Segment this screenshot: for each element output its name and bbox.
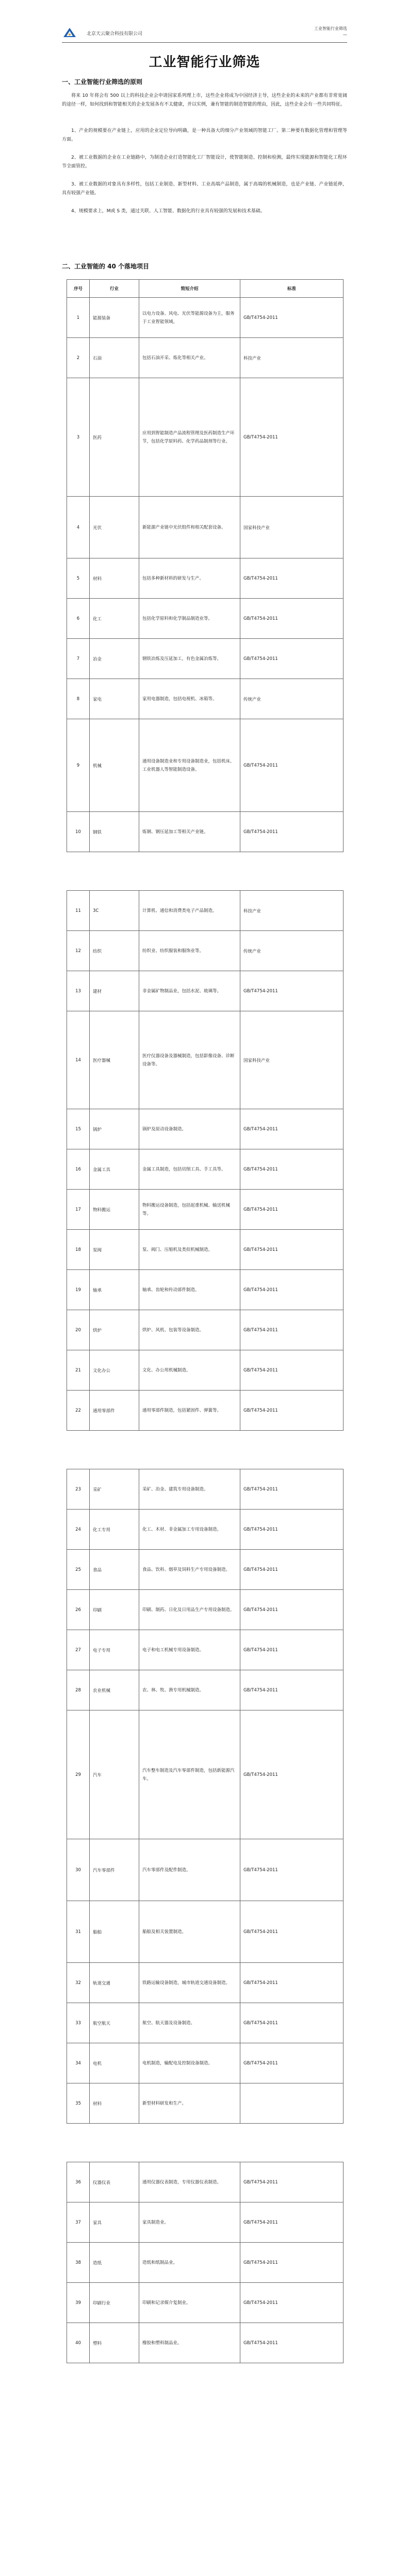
row-standard: GB/T4754-2011 [240, 1670, 343, 1710]
row-industry: 物料搬运 [90, 1190, 139, 1230]
row-description: 橡胶和塑料制品业。 [139, 2323, 240, 2363]
table-row [67, 1310, 343, 1350]
row-number: 19 [67, 1270, 90, 1310]
row-number: 32 [67, 1963, 90, 2003]
row-number: 6 [67, 599, 90, 639]
table-row [67, 1011, 343, 1109]
row-description: 印刷和记录媒介复制业。 [139, 2283, 240, 2323]
row-standard: GB/T4754-2011 [240, 298, 343, 338]
page-break-gap [67, 852, 343, 891]
row-number: 16 [67, 1149, 90, 1190]
row-number: 24 [67, 1510, 90, 1550]
company-logo-icon [62, 27, 77, 39]
row-description: 铁路运输设备制造，城市轨道交通设备制造。 [139, 1963, 240, 2003]
row-industry: 纺织 [90, 931, 139, 971]
table-row [67, 1190, 343, 1230]
row-description: 应用到智能制造产品流程管理及医药制造生产环节，包括化学原料药、化学药品制剂等行业。 [139, 378, 240, 497]
row-description: 航空、航天器及设备制造。 [139, 2003, 240, 2043]
section-heading-2: 二、工业智能的 40 个落地项目 [62, 263, 150, 270]
row-standard: GB/T4754-2011 [240, 812, 343, 852]
page-title: 工业智能行业筛选 [149, 55, 260, 70]
row-standard: GB/T4754-2011 [240, 2283, 343, 2323]
table-row [67, 378, 343, 497]
row-standard: GB/T4754-2011 [240, 1469, 343, 1510]
row-standard: GB/T4754-2011 [240, 2043, 343, 2083]
row-industry: 家电 [90, 679, 139, 719]
row-description: 采矿、冶金、建筑专用设备制造。 [139, 1469, 240, 1510]
row-standard: GB/T4754-2011 [240, 1391, 343, 1431]
table-row [67, 1670, 343, 1710]
row-description: 汽车零部件及配件制造。 [139, 1839, 240, 1901]
row-description: 文化、办公用机械制造。 [139, 1350, 240, 1391]
row-standard: GB/T4754-2011 [240, 1149, 343, 1190]
row-industry: 烘炉 [90, 1310, 139, 1350]
row-number: 11 [67, 891, 90, 931]
row-number: 22 [67, 1391, 90, 1431]
header-doc-title [314, 26, 347, 38]
table-row [67, 1901, 343, 1963]
row-standard: GB/T4754-2011 [240, 1310, 343, 1350]
table-row [67, 1710, 343, 1839]
section-heading-1: 一、工业智能行业筛选的原则 [62, 78, 143, 86]
row-number: 3 [67, 378, 90, 497]
row-standard: GB/T4754-2011 [240, 1710, 343, 1839]
table-row [67, 2043, 343, 2083]
row-number: 36 [67, 2162, 90, 2202]
row-standard [240, 2083, 343, 2124]
row-number: 8 [67, 679, 90, 719]
row-standard: GB/T4754-2011 [240, 1901, 343, 1963]
row-standard: GB/T4754-2011 [240, 1350, 343, 1391]
row-number: 39 [67, 2283, 90, 2323]
row-standard: GB/T4754-2011 [240, 1839, 343, 1901]
row-description: 锅炉及原动设备制造。 [139, 1109, 240, 1149]
table-body [67, 298, 343, 2363]
row-number: 10 [67, 812, 90, 852]
row-standard: GB/T4754-2011 [240, 971, 343, 1011]
row-standard: GB/T4754-2011 [240, 1963, 343, 2003]
row-number: 2 [67, 338, 90, 378]
row-description: 家具制造业。 [139, 2202, 240, 2243]
industry-table [67, 279, 343, 2363]
table-row [67, 719, 343, 812]
row-industry: 塑料 [90, 2323, 139, 2363]
row-number: 4 [67, 497, 90, 558]
row-description: 通用仪器仪表制造，专用仪器仪表制造。 [139, 2162, 240, 2202]
row-description: 新型材料研发和生产。 [139, 2083, 240, 2124]
row-number: 14 [67, 1011, 90, 1109]
row-number: 26 [67, 1590, 90, 1630]
row-standard: GB/T4754-2011 [240, 639, 343, 679]
row-standard: GB/T4754-2011 [240, 2003, 343, 2043]
row-description: 农、林、牧、渔专用机械制造。 [139, 1670, 240, 1710]
row-number: 1 [67, 298, 90, 338]
row-number: 28 [67, 1670, 90, 1710]
row-number: 34 [67, 2043, 90, 2083]
table-row [67, 891, 343, 931]
row-standard: GB/T4754-2011 [240, 1590, 343, 1630]
page-break [67, 2124, 343, 2162]
paragraph-point-1: 1、产业的规模要在产业链上，应用的企业定位导向明确，是一种具备大的细分产业领域的智能工厂。第二种要有数据化管理和管理等方面。 [62, 128, 347, 142]
row-number: 15 [67, 1109, 90, 1149]
table-row [67, 2283, 343, 2323]
row-description: 金属工具制造，包括切削工具、手工具等。 [139, 1149, 240, 1190]
row-description: 食品、饮料、烟草及饲料生产专用设备制造。 [139, 1550, 240, 1590]
row-industry: 光伏 [90, 497, 139, 558]
paragraph-intro: 将来 10 年将会有 500 以上的科技企业会申请国家系列理上市，这些企业将成为中国经济主导，这些企业的未来的产业都有非常宽阔的途径一样，如何找到和智能相关的企业发展各有不太健康，并以实例，兼有智能的制造智能的理由，因此，这些企业会有一些共同特征。 [62, 93, 347, 107]
row-industry: 农业机械 [90, 1670, 139, 1710]
table-row [67, 931, 343, 971]
table-row [67, 2083, 343, 2124]
row-industry: 轴承 [90, 1270, 139, 1310]
row-standard: GB/T4754-2011 [240, 1630, 343, 1670]
row-description: 以电力设备、风电、光伏等能源设备为主，服务于工业智能领域。 [139, 298, 240, 338]
table-row [67, 1350, 343, 1391]
row-industry: 食品 [90, 1550, 139, 1590]
table-row [67, 2243, 343, 2283]
row-number: 18 [67, 1230, 90, 1270]
header-title-text: 工业智能行业筛选 [314, 26, 347, 31]
company-name: 北京天云聚合科技有限公司 [87, 31, 143, 37]
row-industry: 医药 [90, 378, 139, 497]
table-row [67, 338, 343, 378]
row-standard: GB/T4754-2011 [240, 1190, 343, 1230]
row-standard: 科技产业 [240, 338, 343, 378]
header-description: 简短介绍 [139, 280, 240, 298]
table-row [67, 639, 343, 679]
row-industry: 锅炉 [90, 1109, 139, 1149]
table-row [67, 2202, 343, 2243]
row-industry: 造纸 [90, 2243, 139, 2283]
table-row [67, 1839, 343, 1901]
table-row [67, 2323, 343, 2363]
row-number: 9 [67, 719, 90, 812]
row-industry: 机械 [90, 719, 139, 812]
table-row [67, 1391, 343, 1431]
header-meta-text: — [343, 32, 347, 37]
row-number: 5 [67, 558, 90, 599]
row-description: 汽车整车制造及汽车零部件制造，包括新能源汽车。 [139, 1710, 240, 1839]
row-standard: GB/T4754-2011 [240, 599, 343, 639]
row-number: 12 [67, 931, 90, 971]
row-standard: GB/T4754-2011 [240, 2162, 343, 2202]
row-industry: 家具 [90, 2202, 139, 2243]
table-row [67, 812, 343, 852]
row-description: 造纸和纸制品业。 [139, 2243, 240, 2283]
row-number: 31 [67, 1901, 90, 1963]
paragraph-point-2: 2、被工业数据的企业在工业链路中，为制造企业打造智能化工厂智能设计，使智能制造、控制和检测，最终实现能源和智能化工程环节全面管控。 [62, 155, 347, 169]
row-number: 17 [67, 1190, 90, 1230]
row-number: 30 [67, 1839, 90, 1901]
row-industry: 材料 [90, 558, 139, 599]
row-industry: 石油 [90, 338, 139, 378]
row-industry: 轨道交通 [90, 1963, 139, 2003]
row-number: 21 [67, 1350, 90, 1391]
row-industry: 医疗器械 [90, 1011, 139, 1109]
header-divider [62, 42, 347, 43]
page-break [67, 1431, 343, 1469]
row-industry: 通用零部件 [90, 1391, 139, 1431]
row-number: 7 [67, 639, 90, 679]
paragraph-point-3: 3、被工业数据的对象具有多样性，包括工业制造、新型材料、工业高端产品制造，属于高端的机械制造，也是产业链、产业链延伸，具有较强产业链。 [62, 182, 347, 196]
table-row [67, 497, 343, 558]
row-standard: 国家科技产业 [240, 1011, 343, 1109]
row-number: 37 [67, 2202, 90, 2243]
row-standard: GB/T4754-2011 [240, 558, 343, 599]
table-header-row [67, 280, 343, 298]
row-industry: 电机 [90, 2043, 139, 2083]
row-description: 通用零部件制造，包括紧固件、弹簧等。 [139, 1391, 240, 1431]
row-description: 包括石油开采、炼化等相关产业。 [139, 338, 240, 378]
row-industry: 冶金 [90, 639, 139, 679]
row-standard: 传统产业 [240, 931, 343, 971]
row-industry: 钢铁 [90, 812, 139, 852]
row-industry: 金属工具 [90, 1149, 139, 1190]
table-row [67, 971, 343, 1011]
row-standard: GB/T4754-2011 [240, 1270, 343, 1310]
table-row [67, 1109, 343, 1149]
header-no: 序号 [67, 280, 90, 298]
table-row [67, 1510, 343, 1550]
row-standard: GB/T4754-2011 [240, 1550, 343, 1590]
table-row [67, 599, 343, 639]
row-standard: GB/T4754-2011 [240, 378, 343, 497]
row-number: 29 [67, 1710, 90, 1839]
table-row [67, 1630, 343, 1670]
row-industry: 3C [90, 891, 139, 931]
row-industry: 印刷行业 [90, 2283, 139, 2323]
page-break [67, 852, 343, 891]
row-description: 印刷、制药、日化及日用品生产专用设备制造。 [139, 1590, 240, 1630]
row-description: 电子和电工机械专用设备制造。 [139, 1630, 240, 1670]
row-industry: 采矿 [90, 1469, 139, 1510]
row-description: 新能源产业链中光伏组件和相关配套设备。 [139, 497, 240, 558]
row-industry: 航空航天 [90, 2003, 139, 2043]
row-standard: GB/T4754-2011 [240, 2202, 343, 2243]
row-industry: 化工专用 [90, 1510, 139, 1550]
table-row [67, 2003, 343, 2043]
row-industry: 船舶 [90, 1901, 139, 1963]
row-number: 35 [67, 2083, 90, 2124]
row-number: 23 [67, 1469, 90, 1510]
row-industry: 化工 [90, 599, 139, 639]
row-industry: 文化办公 [90, 1350, 139, 1391]
row-description: 纺织业、纺织服装和服饰业等。 [139, 931, 240, 971]
row-standard: GB/T4754-2011 [240, 1230, 343, 1270]
row-industry: 材料 [90, 2083, 139, 2124]
row-number: 33 [67, 2003, 90, 2043]
row-number: 38 [67, 2243, 90, 2283]
row-description: 化工、木材、非金属加工专用设备制造。 [139, 1510, 240, 1550]
row-number: 25 [67, 1550, 90, 1590]
table-row [67, 1230, 343, 1270]
page-break-gap [67, 1431, 343, 1469]
row-industry: 汽车零部件 [90, 1839, 139, 1901]
row-number: 27 [67, 1630, 90, 1670]
row-standard: GB/T4754-2011 [240, 1510, 343, 1550]
row-description: 包括多种新材料的研发与生产。 [139, 558, 240, 599]
table-row [67, 298, 343, 338]
row-industry: 泵阀 [90, 1230, 139, 1270]
table-row [67, 679, 343, 719]
row-standard: 科技产业 [240, 891, 343, 931]
row-industry: 仪器仪表 [90, 2162, 139, 2202]
table-row [67, 1469, 343, 1510]
row-industry: 汽车 [90, 1710, 139, 1839]
table-row [67, 1590, 343, 1630]
table-row [67, 1270, 343, 1310]
header-standard: 标准 [240, 280, 343, 298]
row-standard: GB/T4754-2011 [240, 2323, 343, 2363]
row-description: 电机制造，输配电及控制设备制造。 [139, 2043, 240, 2083]
row-description: 船舶及相关装置制造。 [139, 1901, 240, 1963]
row-number: 20 [67, 1310, 90, 1350]
paragraph-point-4: 4、规模要求上，M或 S 类，通过关联、人工智能、数据化的行业具有较强的发展和技术基础。 [71, 209, 265, 214]
row-description: 炼钢、钢压延加工等相关产业链。 [139, 812, 240, 852]
row-standard: GB/T4754-2011 [240, 2243, 343, 2283]
row-standard: GB/T4754-2011 [240, 1109, 343, 1149]
row-description: 包括化学原料和化学制品制造业等。 [139, 599, 240, 639]
row-standard: 传统产业 [240, 679, 343, 719]
table-row [67, 1550, 343, 1590]
row-description: 通用设备制造业和专用设备制造业，包括机床、工业机器人等智能制造设备。 [139, 719, 240, 812]
page-header [62, 25, 347, 45]
row-industry: 能源装备 [90, 298, 139, 338]
table-row [67, 2162, 343, 2202]
row-description: 物料搬运设备制造，包括起重机械、输送机械等。 [139, 1190, 240, 1230]
row-description: 非金属矿物制品业，包括水泥、玻璃等。 [139, 971, 240, 1011]
row-standard: GB/T4754-2011 [240, 719, 343, 812]
row-description: 计算机、通信和消费类电子产品制造。 [139, 891, 240, 931]
row-number: 13 [67, 971, 90, 1011]
page-break-gap [67, 2124, 343, 2162]
table-row [67, 1963, 343, 2003]
row-description: 泵、阀门、压缩机及类似机械制造。 [139, 1230, 240, 1270]
row-standard: 国家科技产业 [240, 497, 343, 558]
row-description: 钢铁冶炼及压延加工，有色金属冶炼等。 [139, 639, 240, 679]
row-industry: 印刷 [90, 1590, 139, 1630]
row-description: 烘炉、风机、包装等设备制造。 [139, 1310, 240, 1350]
row-description: 轴承、齿轮和传动部件制造。 [139, 1270, 240, 1310]
header-industry: 行业 [90, 280, 139, 298]
row-description: 家用电器制造，包括电视机、冰箱等。 [139, 679, 240, 719]
table-row [67, 558, 343, 599]
row-industry: 电子专用 [90, 1630, 139, 1670]
row-description: 医疗仪器设备及器械制造，包括影像设备、诊断设备等。 [139, 1011, 240, 1109]
table-row [67, 1149, 343, 1190]
row-number: 40 [67, 2323, 90, 2363]
row-industry: 建材 [90, 971, 139, 1011]
